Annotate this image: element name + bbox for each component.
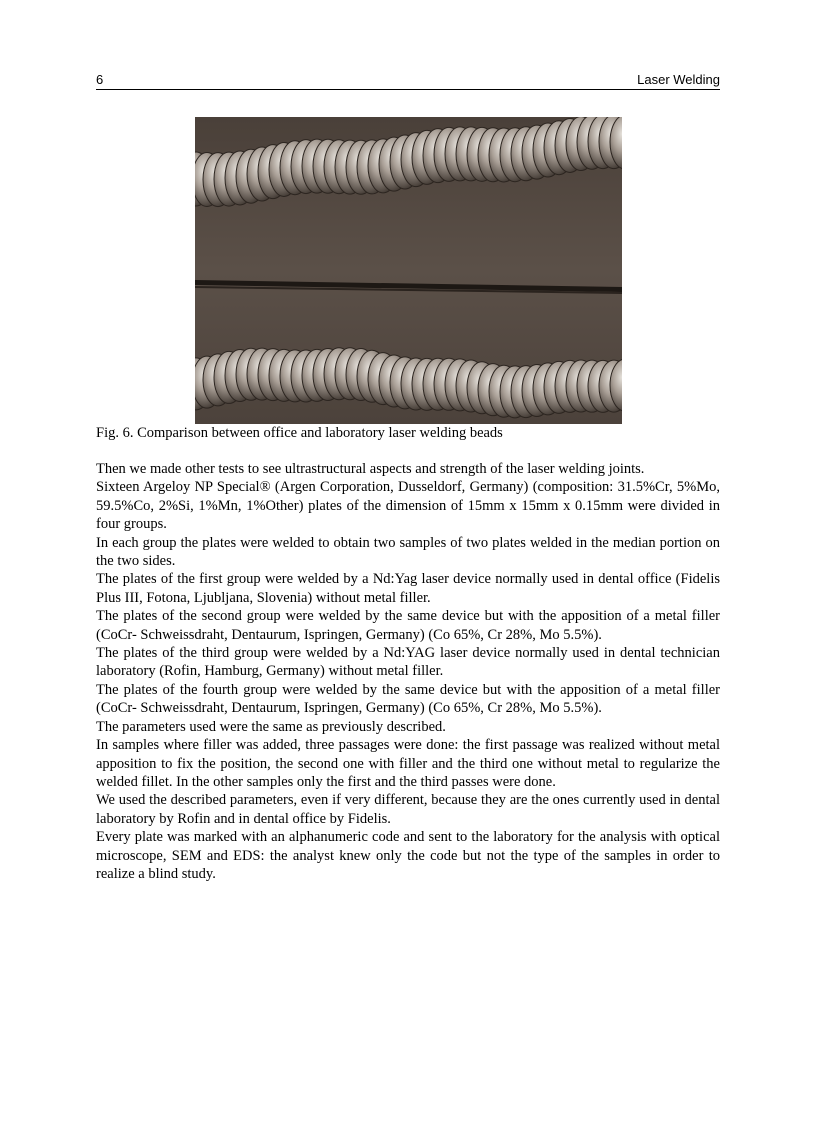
running-header (96, 72, 720, 90)
paragraph: The parameters used were the same as previously described. (96, 718, 446, 735)
page-number: 6 (96, 72, 104, 87)
paragraph: Every plate was marked with an alphanumeric code and sent to the laboratory for the analysis with optical microscope, SEM and EDS: the analyst knew only the code but not the type of the samples in order to realize a blind study. (96, 829, 720, 882)
running-title: Laser Welding (637, 72, 720, 87)
figure-caption: Fig. 6. Comparison between office and laboratory laser welding beads (96, 425, 503, 441)
paragraph: In samples where filler was added, three passages were done: the first passage was realized without metal apposition to fix the position, the second one with filler and the third one without metal to regularize the welded fillet. In the other samples only the first and the third passes were done. (96, 737, 720, 790)
figure-welding-beads-photo (195, 117, 622, 424)
body-text (96, 460, 720, 883)
paragraph: The plates of the fourth group were welded by the same device but with the apposition of a metal filler (CoCr- Schweissdraht, Dentaurum, Ispringen, Germany) (Co 65%, Cr 28%, Mo 5.5%). (96, 681, 720, 717)
paragraph: The plates of the first group were welded by a Nd:Yag laser device normally used in dental office (Fidelis Plus III, Fotona, Ljubljana, Slovenia) without metal filler. (96, 571, 720, 606)
paragraph: Sixteen Argeloy NP Special® (Argen Corporation, Dusseldorf, Germany) (composition: 31.5%Cr, 5%Mo, 59.5%Co, 2%Si, 1%Mn, 1%Other) plates of the dimension of 15mm x 15mm x 0.15mm were divided in four groups. (96, 479, 720, 533)
paragraph: We used the described parameters, even if very different, because they are the ones currently used in dental laboratory by Rofin and in dental office by Fidelis. (96, 792, 720, 827)
paragraph: Then we made other tests to see ultrastructural aspects and strength of the laser welding joints. (96, 461, 645, 477)
paragraph: In each group the plates were welded to obtain two samples of two plates welded in the median portion on the two sides. (96, 534, 720, 570)
paragraph: The plates of the third group were welded by a Nd:YAG laser device normally used in dental technician laboratory (Rofin, Hamburg, Germany) without metal filler. (96, 645, 720, 680)
paragraph: The plates of the second group were welded by the same device but with the apposition of a metal filler (CoCr- Schweissdraht, Dentaurum, Ispringen, Germany) (Co 65%, Cr 28%, Mo 5.5%). (96, 608, 720, 643)
